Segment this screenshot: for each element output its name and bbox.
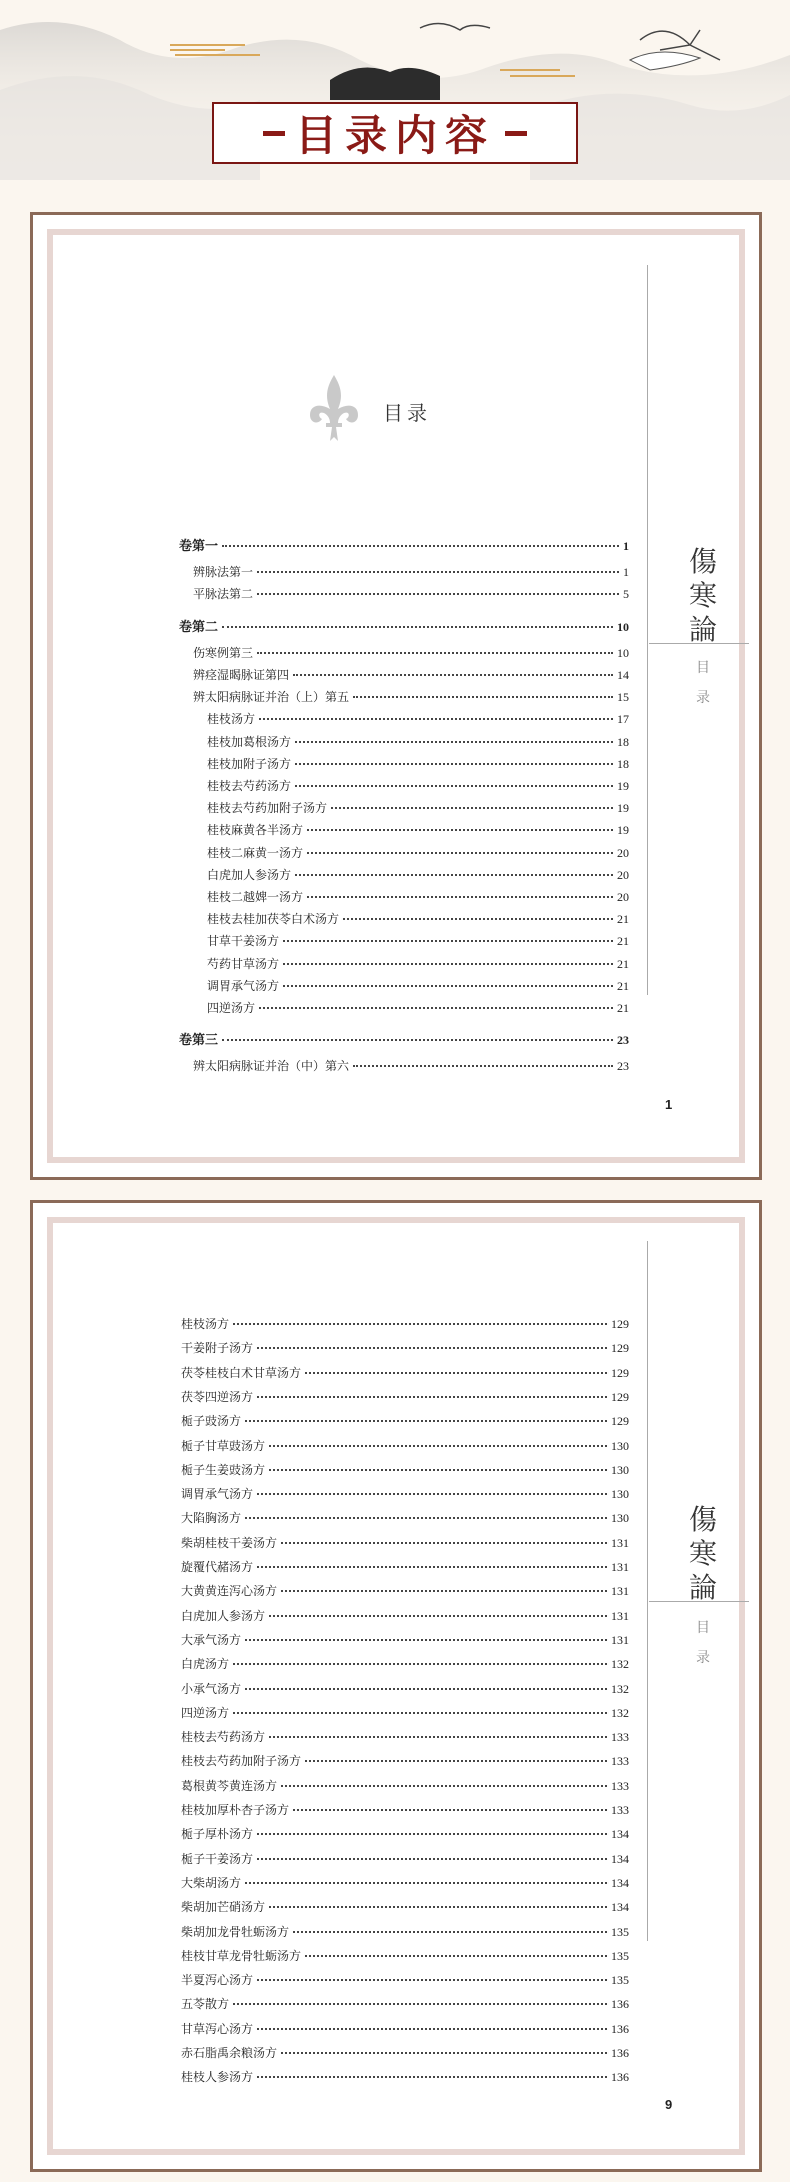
toc-dot-leader [305,1955,607,1957]
banner-title-box [212,102,578,164]
toc-entry-row [207,888,629,905]
toc-dot-leader [269,1445,607,1447]
toc-dot-leader [245,1688,607,1690]
toc-entry-title: 干姜附子汤方 [181,1341,254,1356]
toc-entry-page: 18 [617,734,629,749]
toc-entry-page: 10 [617,645,629,660]
toc-entry-title: 桂枝去芍药汤方 [207,779,292,793]
toc-dot-leader [281,1542,607,1544]
toc-dot-leader [295,874,613,876]
toc-entry-row [193,688,629,705]
toc-entry-title: 卷第二 [179,619,219,635]
toc-entry-title: 桂枝二越婢一汤方 [207,890,304,904]
toc-entry-title: 旋覆代赭汤方 [181,1560,254,1574]
toc-entry-title: 桂枝去桂加茯苓白术汤方 [207,912,340,927]
toc-entry-row [181,2044,629,2061]
toc-entry-title: 桂枝加附子汤方 [207,756,292,771]
toc-entry-page: 20 [617,890,629,904]
toc-dot-leader [245,1639,607,1641]
toc-entry-title: 大陷胸汤方 [181,1511,242,1526]
toc-entry-page: 133 [611,1803,629,1817]
toc-entry-title: 白虎加人参汤方 [181,1608,266,1623]
toc-volume-row [179,535,629,554]
toc-entry-title: 白虎汤方 [181,1657,230,1672]
toc-entry-row [181,1728,629,1745]
toc-entry-page: 132 [611,1657,629,1672]
toc-entry-title: 桂枝汤方 [207,712,256,727]
toc-entry-row [181,1777,629,1794]
toc-dot-leader [281,2052,607,2054]
toc-entry-title: 栀子生姜豉汤方 [181,1462,266,1477]
toc-entry-row [207,710,629,727]
toc-entry-title: 茯苓桂枝白术甘草汤方 [181,1365,302,1380]
toc-entry-row [181,1971,629,1988]
toc-dot-leader [257,1347,607,1349]
toc-entry-title: 栀子甘草豉汤方 [181,1438,266,1453]
side-sub-char: 录 [696,690,710,706]
toc-entry-row [181,1437,629,1454]
toc-entry-page: 20 [617,845,629,860]
toc-entry-title: 四逆汤方 [207,1001,256,1015]
toc-entry-page: 19 [617,823,629,838]
toc-entry-title: 卷第三 [179,1033,219,1049]
toc-entry-page: 21 [617,956,629,971]
toc-entry-row [193,666,629,683]
toc-entry-page: 132 [611,1681,629,1696]
toc-entry-title: 辨太阳病脉证并治（中）第六 [193,1059,350,1074]
toc-entry-page: 131 [611,1584,629,1599]
toc-entry-page: 129 [611,1389,629,1404]
side-title-char: 寒 [688,579,717,612]
toc-dot-leader [233,2003,607,2005]
toc-entry-page: 129 [611,1414,629,1429]
toc-entry-row [181,1485,629,1502]
toc-entry-row [207,755,629,772]
toc-entry-title: 伤寒例第三 [193,645,254,660]
toc-entry-row [181,1315,629,1332]
toc-dot-leader [259,1007,613,1009]
toc-entry-title: 桂枝麻黄各半汤方 [207,823,304,838]
toc-entry-title: 调胃承气汤方 [181,1487,254,1502]
toc-entry-row [181,1874,629,1891]
toc-entry-row [193,563,629,580]
toc-dot-leader [353,1065,613,1067]
toc-entry-page: 129 [611,1317,629,1331]
toc-dot-leader [283,940,613,942]
toc-entry-page: 134 [611,1851,629,1866]
toc-entry-page: 14 [617,668,629,682]
toc-dot-leader [257,1396,607,1398]
toc-dot-leader [269,1615,607,1617]
toc-entry-title: 桂枝去芍药加附子汤方 [181,1754,302,1769]
toc-entry-row [207,733,629,750]
toc-dot-leader [257,2076,607,2078]
side-title-char: 寒 [688,1537,717,1570]
toc-dot-leader [283,963,613,965]
toc-dot-leader [295,785,613,787]
toc-entry-title: 辨太阳病脉证并治（上）第五 [193,690,350,705]
toc-entry-page: 135 [611,1973,629,1988]
toc-entry-page: 131 [611,1560,629,1574]
toc-dot-leader [245,1882,607,1884]
toc-heading: 目录 [383,401,431,425]
toc-entry-page: 21 [617,934,629,949]
toc-entry-row [193,585,629,602]
toc-dot-leader [307,829,613,831]
toc-dot-leader [269,1469,607,1471]
toc-entry-page: 136 [611,2021,629,2036]
toc-dot-leader [257,593,619,595]
toc-entry-title: 柴胡加龙骨牡蛎汤方 [181,1924,290,1939]
page-number: 9 [665,2097,673,2112]
side-title-char: 傷 [688,1503,717,1536]
toc-dot-leader [233,1663,607,1665]
toc-dot-leader [259,718,613,720]
toc-entry-page: 130 [611,1462,629,1477]
toc-entry-title: 栀子干姜汤方 [181,1851,254,1866]
toc-dot-leader [222,626,613,628]
toc-entry-title: 赤石脂禹余粮汤方 [181,2046,278,2060]
toc-entry-title: 大承气汤方 [181,1632,242,1647]
toc-entry-row [193,1057,629,1074]
toc-entry-row [181,2068,629,2085]
toc-entry-page: 133 [611,1730,629,1745]
toc-dot-leader [257,1858,607,1860]
toc-entry-page: 23 [617,1059,629,1074]
toc-entry-row [207,777,629,794]
toc-entry-title: 芍药甘草汤方 [207,956,280,971]
toc-entry-page: 21 [617,978,629,993]
toc-dot-leader [353,696,613,698]
toc-entry-page: 133 [611,1778,629,1793]
toc-entry-title: 桂枝甘草龙骨牡蛎汤方 [181,1948,302,1963]
toc-entry-title: 桂枝汤方 [181,1317,230,1331]
toc-dot-leader [295,741,613,743]
toc-dot-leader [257,652,613,654]
toc-entry-row [207,999,629,1016]
toc-dot-leader [331,807,613,809]
toc-entry-page: 134 [611,1875,629,1890]
toc-entry-page: 1 [623,565,629,580]
toc-entry-page: 130 [611,1438,629,1453]
toc-entry-title: 桂枝加葛根汤方 [207,734,292,749]
toc-entry-title: 四逆汤方 [181,1705,230,1720]
toc-entry-row [181,1339,629,1356]
toc-list-page-2 [53,1223,739,2149]
toc-dot-leader [257,1493,607,1495]
toc-dot-leader [257,1566,607,1568]
toc-entry-page: 133 [611,1754,629,1769]
toc-entry-title: 柴胡桂枝干姜汤方 [181,1535,278,1550]
book-page-2 [30,1200,762,2172]
toc-entry-title: 半夏泻心汤方 [181,1973,254,1988]
toc-entry-row [181,1388,629,1405]
toc-entry-row [181,1631,629,1648]
toc-dot-leader [257,1833,607,1835]
toc-entry-title: 小承气汤方 [181,1681,242,1696]
toc-entry-title: 桂枝人参汤方 [181,2070,254,2085]
toc-entry-title: 桂枝加厚朴杏子汤方 [181,1803,290,1817]
toc-entry-title: 辨脉法第一 [193,565,254,580]
toc-entry-page: 135 [611,1948,629,1963]
toc-dot-leader [233,1712,607,1714]
side-title-char: 論 [688,613,717,646]
toc-volume-row [179,616,629,635]
toc-dot-leader [233,1323,607,1325]
toc-entry-page: 136 [611,1997,629,2012]
side-title-char: 論 [688,1571,717,1604]
toc-entry-title: 桂枝去芍药汤方 [181,1730,266,1745]
toc-dot-leader [293,674,613,676]
toc-entry-row [207,821,629,838]
toc-entry-row [207,955,629,972]
toc-dot-leader [307,896,613,898]
toc-dot-leader [257,571,619,573]
side-sub-char: 目 [696,1620,710,1636]
toc-entry-title: 平脉法第二 [193,587,254,602]
toc-entry-row [181,1923,629,1940]
header-banner [0,0,790,200]
toc-entry-row [181,1947,629,1964]
toc-entry-title: 大黄黄连泻心汤方 [181,1584,278,1599]
page-1-inner [47,229,745,1163]
side-sub-char: 录 [696,1650,710,1666]
book-page-1 [30,212,762,1180]
toc-entry-title: 葛根黄芩黄连汤方 [181,1778,278,1793]
toc-entry-title: 桂枝去芍药加附子汤方 [207,801,328,816]
toc-entry-row [181,1655,629,1672]
toc-entry-row [181,1607,629,1624]
toc-entry-row [207,977,629,994]
ink-landscape-illustration [0,0,790,200]
toc-dot-leader [281,1590,607,1592]
page-2-inner [47,1217,745,2155]
toc-entry-row [207,844,629,861]
toc-entry-page: 10 [617,619,629,634]
toc-entry-row [181,1534,629,1551]
toc-dot-leader [305,1760,607,1762]
toc-dot-leader [269,1736,607,1738]
toc-dot-leader [307,852,613,854]
toc-dot-leader [283,985,613,987]
toc-entry-row [181,1801,629,1818]
toc-entry-page: 129 [611,1341,629,1356]
toc-entry-title: 辨痉湿暍脉证第四 [193,668,290,682]
toc-entry-page: 134 [611,1827,629,1842]
toc-dot-leader [245,1420,607,1422]
side-sub-char: 目 [696,660,710,676]
toc-entry-page: 131 [611,1535,629,1550]
toc-entry-row [207,932,629,949]
toc-entry-row [181,2020,629,2037]
toc-entry-row [181,1752,629,1769]
toc-entry-page: 21 [617,1001,629,1015]
toc-entry-row [181,1850,629,1867]
toc-entry-page: 20 [617,867,629,882]
toc-entry-page: 132 [611,1705,629,1720]
toc-entry-row [181,1509,629,1526]
toc-entry-page: 18 [617,756,629,771]
toc-entry-page: 1 [623,539,629,553]
toc-entry-row [207,910,629,927]
toc-entry-page: 136 [611,2046,629,2060]
title-left-dash [263,131,285,136]
toc-entry-row [193,644,629,661]
toc-entry-title: 柴胡加芒硝汤方 [181,1900,266,1915]
toc-dot-leader [305,1372,607,1374]
toc-entry-row [181,1704,629,1721]
toc-entry-page: 136 [611,2070,629,2085]
toc-entry-page: 134 [611,1900,629,1915]
toc-entry-title: 甘草干姜汤方 [207,934,280,949]
toc-entry-row [207,799,629,816]
toc-entry-row [181,1412,629,1429]
toc-entry-row [207,866,629,883]
toc-entry-title: 栀子厚朴汤方 [181,1827,254,1842]
toc-entry-row [181,1364,629,1381]
toc-dot-leader [295,763,613,765]
toc-entry-row [181,1582,629,1599]
toc-entry-page: 130 [611,1511,629,1526]
toc-dot-leader [269,1906,607,1908]
toc-dot-leader [222,1039,613,1041]
toc-entry-page: 15 [617,690,629,705]
toc-dot-leader [257,2028,607,2030]
toc-entry-row [181,1461,629,1478]
toc-entry-row [181,1558,629,1575]
toc-dot-leader [257,1979,607,1981]
title-right-dash [505,131,527,136]
toc-entry-page: 135 [611,1924,629,1939]
toc-entry-page: 5 [623,587,629,602]
toc-entry-page: 131 [611,1632,629,1647]
toc-entry-page: 19 [617,801,629,816]
toc-entry-title: 甘草泻心汤方 [181,2021,254,2036]
toc-entry-page: 21 [617,912,629,927]
toc-entry-row [181,1680,629,1697]
toc-entry-title: 大柴胡汤方 [181,1875,242,1890]
toc-entry-page: 23 [617,1033,629,1048]
toc-dot-leader [293,1931,607,1933]
toc-entry-row [181,1995,629,2012]
toc-entry-title: 茯苓四逆汤方 [181,1389,254,1404]
toc-entry-page: 130 [611,1487,629,1502]
toc-entry-row [181,1898,629,1915]
toc-entry-page: 129 [611,1365,629,1380]
toc-dot-leader [293,1809,607,1811]
toc-entry-page: 19 [617,779,629,793]
toc-entry-title: 卷第一 [179,539,219,554]
toc-entry-title: 栀子豉汤方 [181,1414,242,1429]
toc-dot-leader [343,918,613,920]
banner-title: 目录内容 [294,111,495,160]
toc-entry-title: 桂枝二麻黄一汤方 [207,845,304,860]
page-number: 1 [665,1097,673,1112]
toc-volume-row [179,1029,629,1048]
toc-entry-title: 白虎加人参汤方 [207,867,292,882]
toc-entry-title: 五苓散方 [181,1997,230,2012]
toc-dot-leader [222,545,619,547]
toc-entry-page: 131 [611,1608,629,1623]
toc-list-page-1 [53,235,739,1157]
toc-dot-leader [245,1517,607,1519]
side-title-char: 傷 [688,545,717,578]
toc-entry-row [181,1825,629,1842]
toc-entry-title: 调胃承气汤方 [207,978,280,993]
toc-entry-page: 17 [617,712,629,727]
toc-dot-leader [281,1785,607,1787]
